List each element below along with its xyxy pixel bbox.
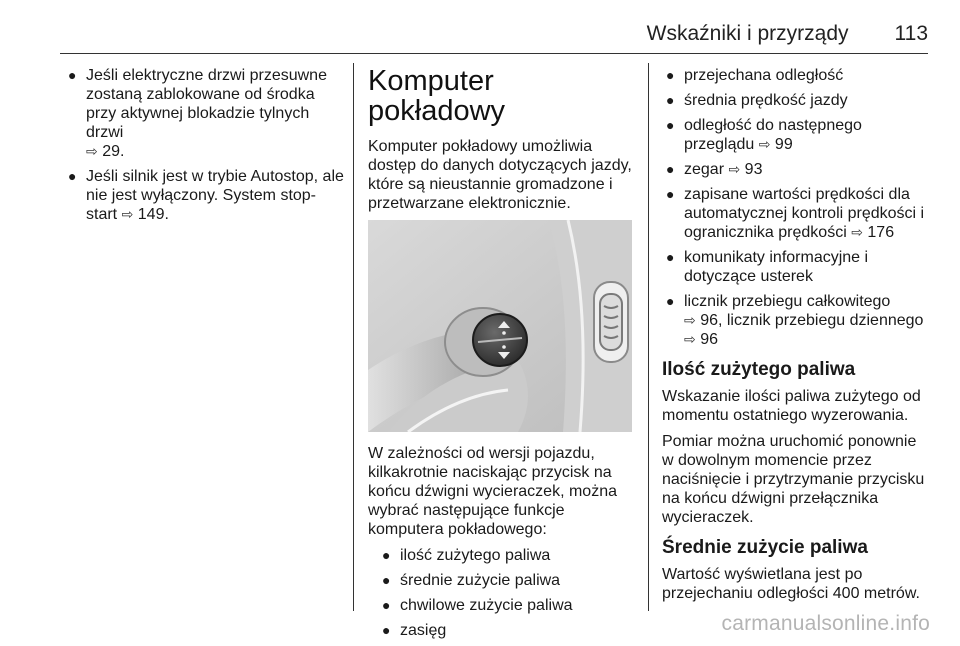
page-reference[interactable]: 96 xyxy=(700,331,718,348)
header-section-title: Wskaźniki i przyrządy xyxy=(646,22,849,45)
bullet-icon: ● xyxy=(666,186,675,202)
list-item: ● ilość zużytego paliwa xyxy=(378,546,636,565)
reference-arrow-icon: ⇨ xyxy=(684,331,696,347)
wiper-lever-button-icon xyxy=(368,220,632,432)
list-item: ● Jeśli elektryczne drzwi przesuwne zostaną zablokowane od środka przy aktywnej blokadzie tylnych drzwi ⇨ 29. xyxy=(64,66,344,161)
intro-paragraph: Komputer pokładowy umożliwia dostęp do danych dotyczących jazdy, które są nieustannie gromadzone i przetwarzane elektronicznie. xyxy=(368,138,632,212)
bullet-icon: ● xyxy=(666,293,675,309)
list-item: ● chwilowe zużycie paliwa xyxy=(378,596,636,615)
bullet-icon: ● xyxy=(382,547,391,563)
bullet-icon: ● xyxy=(666,161,675,177)
page-header xyxy=(60,22,928,52)
functions-intro: W zależności od wersji pojazdu, kilkakrotnie naciskając przycisk na końcu dźwigni wycieraczek, można wybrać następujące funkcje komputera pokładowego: xyxy=(368,445,617,538)
list-item: ● Jeśli silnik jest w trybie Autostop, ale nie jest wyłączony. System stop-start ⇨ 149. xyxy=(64,167,344,224)
list-item: ● średnie zużycie paliwa xyxy=(378,571,636,590)
page-reference[interactable]: 96 xyxy=(700,312,718,329)
page-number: 113 xyxy=(894,22,928,45)
bullet-icon: ● xyxy=(666,92,675,108)
header-rule xyxy=(60,53,928,54)
column-divider-2 xyxy=(648,63,649,611)
bullet-icon: ● xyxy=(382,572,391,588)
page-reference[interactable]: 93 xyxy=(744,161,763,178)
bullet-icon: ● xyxy=(68,67,77,83)
list-item: ● przejechana odległość xyxy=(662,66,928,85)
page-reference[interactable]: 29. xyxy=(102,143,125,160)
page-reference[interactable]: 176 xyxy=(867,224,895,241)
bullet-icon: ● xyxy=(666,117,675,133)
column-2 xyxy=(368,66,636,646)
reference-arrow-icon: ⇨ xyxy=(758,136,771,152)
subsection-title: Średnie zużycie paliwa xyxy=(662,537,868,558)
list-item: ● komunikaty informacyjne i dotyczące usterek xyxy=(662,248,928,286)
section-title: Komputer pokładowy xyxy=(368,65,506,127)
list-item: ● średnia prędkość jazdy xyxy=(662,91,928,110)
bullet-icon: ● xyxy=(68,168,77,184)
list-item: ● zegar ⇨ 93 xyxy=(662,160,928,179)
page-reference[interactable]: 99 xyxy=(774,136,793,153)
bullet-icon: ● xyxy=(382,622,391,638)
bullet-icon: ● xyxy=(382,597,391,613)
column-3 xyxy=(662,66,928,610)
list-item: ● odległość do następnego przeglądu ⇨ 99 xyxy=(662,116,928,154)
list-item: ● zapisane wartości prędkości dla automatycznej kontroli prędkości i ogranicznika prędkości ⇨ 176 xyxy=(662,185,928,242)
paragraph: Wartość wyświetlana jest po przejechaniu odległości 400 metrów. xyxy=(662,566,920,602)
reference-arrow-icon: ⇨ xyxy=(121,206,134,222)
reference-arrow-icon: ⇨ xyxy=(851,224,863,240)
bullet-icon: ● xyxy=(666,67,675,83)
column-divider-1 xyxy=(353,63,354,611)
bullet-icon: ● xyxy=(666,249,675,265)
paragraph: Wskazanie ilości paliwa zużytego od momentu ostatniego wyzerowania. xyxy=(662,388,921,424)
list-item: ● licznik przebiegu całkowitego ⇨ 96, licznik przebiegu dziennego ⇨ 96 xyxy=(662,292,928,349)
reference-arrow-icon: ⇨ xyxy=(684,312,696,328)
reference-arrow-icon: ⇨ xyxy=(86,143,98,159)
list-item: ● zasięg xyxy=(378,621,636,640)
paragraph: Pomiar można uruchomić ponownie w dowolnym momencie przez naciśnięcie i przytrzymanie przycisku na końcu dźwigni przełącznika wycieraczek. xyxy=(662,433,925,526)
subsection-title: Ilość zużytego paliwa xyxy=(662,359,856,380)
watermark-text: carmanualsonline.info xyxy=(721,612,930,635)
page-reference[interactable]: 149. xyxy=(137,206,169,223)
reference-arrow-icon: ⇨ xyxy=(728,161,741,177)
column-1 xyxy=(64,66,344,230)
